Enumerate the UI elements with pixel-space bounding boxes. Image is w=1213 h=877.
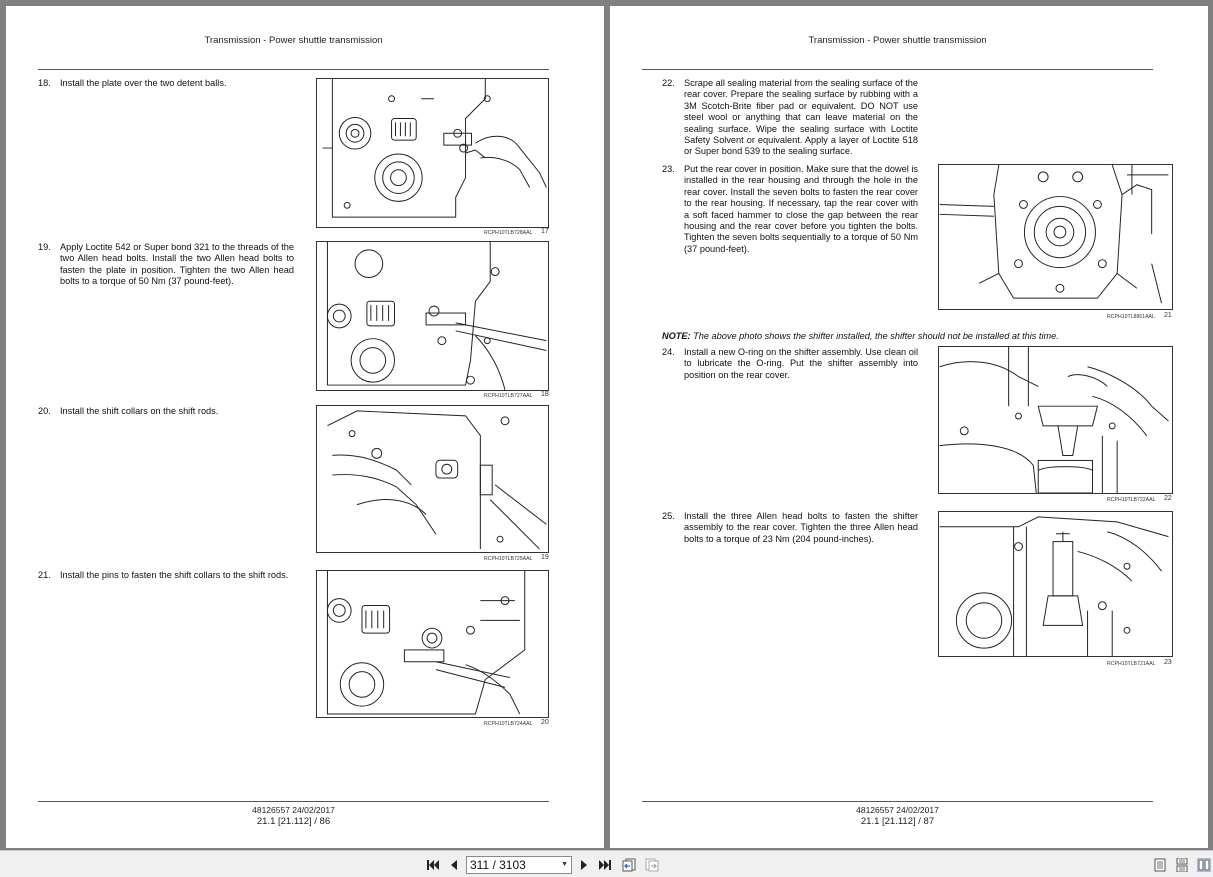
page-header: Transmission - Power shuttle transmission	[204, 35, 383, 46]
step-text: Put the rear cover in position. Make sure that the dowel is installed in the rear housing and through the hole in the rear cover. Install the seven bolts to fasten the rear cover to the rear housing. If necessary, tap the rear cover with a soft faced hammer to close the gap between the rear housing and the rear cover before you tighten the bolts. Tighten the seven bolts sequentially to a torque of 50 Nm (37 pound-feet).	[684, 164, 918, 254]
step-number: 18.	[38, 78, 51, 88]
footer-rule	[642, 801, 1153, 802]
step-number: 23.	[662, 164, 675, 174]
page-number-input[interactable]	[466, 856, 572, 874]
note-label: NOTE:	[662, 331, 691, 341]
figure-19	[316, 405, 549, 553]
header-rule	[38, 69, 549, 70]
figure-18	[316, 241, 549, 391]
go-forward-icon[interactable]	[644, 857, 660, 873]
document-page-87	[610, 6, 1208, 848]
chevron-down-icon[interactable]: ▼	[561, 861, 568, 868]
footer-page-number: 21.1 [21.112] / 87	[860, 816, 935, 827]
step-text: Install the plate over the two detent balls.	[60, 78, 227, 88]
figure-illustration	[317, 79, 548, 227]
step-text: Install the three Allen head bolts to fasten the shifter assembly to the rear cover. Tighten the three Allen head bolts to a torque of 23 Nm (204 pound-inches).	[684, 511, 918, 544]
step-text: Scrape all sealing material from the sealing surface of the rear cover. Prepare the sealing surface by rubbing with a 3M Scotch-Brite fiber pad or equivalent. DO NOT use steel wool or anything that can leave material on the sealing surface. Wipe the sealing surface with Loctite Safety Solvent or equivalent. Apply a layer of Loctite 518 or Super bond 539 to the sealing surface.	[684, 78, 918, 157]
single-page-view-icon[interactable]	[1153, 857, 1167, 873]
previous-page-icon[interactable]	[448, 857, 460, 873]
figure-number: 23	[1164, 659, 1172, 666]
step-number: 21.	[38, 570, 51, 580]
step-text: Install a new O-ring on the shifter assembly. Use clean oil to lubricate the O-ring. Put the shifter assembly into position on the rear cover.	[684, 347, 918, 380]
next-page-icon[interactable]	[578, 857, 590, 873]
figure-code: RCPH10TLB727AAL	[484, 393, 533, 399]
navigation-toolbar	[0, 850, 1213, 877]
footer-rule	[38, 801, 549, 802]
facing-view-icon[interactable]	[1196, 857, 1212, 873]
go-back-icon[interactable]	[620, 857, 636, 873]
page-footer	[642, 805, 1153, 827]
note	[662, 331, 1142, 341]
figure-number: 20	[541, 719, 549, 726]
figure-17	[316, 78, 549, 228]
last-page-icon[interactable]	[598, 857, 612, 873]
figure-illustration	[317, 406, 548, 552]
figure-illustration	[317, 242, 548, 390]
figure-number: 21	[1164, 312, 1172, 319]
step-number: 22.	[662, 78, 675, 88]
step-number: 24.	[662, 347, 675, 357]
step-number: 20.	[38, 406, 51, 416]
figure-23	[938, 511, 1173, 657]
figure-code: RCPH10TLB722AAL	[1107, 497, 1156, 503]
step-text: Install the shift collars on the shift rods.	[60, 406, 219, 416]
step-text: Install the pins to fasten the shift collars to the shift rods.	[60, 570, 289, 580]
note-text: The above photo shows the shifter installed, the shifter should not be installed at this time.	[693, 331, 1059, 341]
figure-20	[316, 570, 549, 718]
figure-number: 18	[541, 391, 549, 398]
step-text: Apply Loctite 542 or Super bond 321 to the threads of the two Allen head bolts. Install the two Allen head bolts to fasten the plate in position. Tighten the two Allen head bolts to a torque of 50 Nm (37 pound-feet).	[60, 242, 294, 287]
first-page-icon[interactable]	[426, 857, 440, 873]
figure-code: RCPH10TLB724AAL	[484, 721, 533, 727]
footer-document-id: 48126557 24/02/2017	[252, 805, 335, 815]
figure-number: 17	[541, 228, 549, 235]
figure-22	[938, 346, 1173, 494]
step-number: 25.	[662, 511, 675, 521]
figure-code: RCPH10TLB728AAL	[484, 230, 533, 236]
footer-document-id: 48126557 24/02/2017	[856, 805, 939, 815]
step-number: 19.	[38, 242, 51, 252]
figure-number: 19	[541, 554, 549, 561]
figure-21	[938, 164, 1173, 310]
continuous-view-icon[interactable]	[1175, 857, 1189, 873]
figure-code: RCPH10TL8861AAL	[1107, 314, 1155, 320]
figure-code: RCPH10TLB721AAL	[1107, 661, 1156, 667]
page-header: Transmission - Power shuttle transmission	[808, 35, 987, 46]
header-rule	[642, 69, 1153, 70]
page-indicator: 311 / 3103	[470, 858, 526, 872]
figure-illustration	[939, 512, 1172, 656]
document-page-86	[6, 6, 604, 848]
figure-illustration	[939, 347, 1172, 493]
figure-illustration	[317, 571, 548, 717]
page-footer	[38, 805, 549, 827]
figure-code: RCPH10TLB725AAL	[484, 556, 533, 562]
figure-number: 22	[1164, 495, 1172, 502]
figure-illustration	[939, 165, 1172, 309]
footer-page-number: 21.1 [21.112] / 86	[256, 816, 331, 827]
